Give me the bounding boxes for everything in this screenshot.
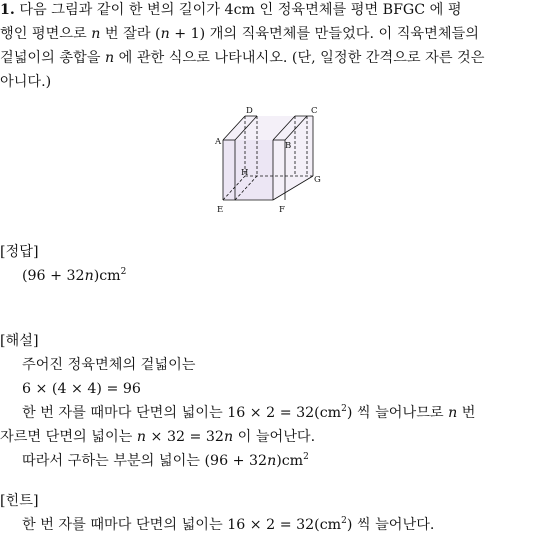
label-d: D bbox=[246, 106, 253, 116]
var-n: n bbox=[160, 26, 170, 42]
explanation-text-5a: 따라서 구하는 부분의 넓이는 (96 + 32 bbox=[22, 453, 268, 469]
var-n: n bbox=[104, 50, 115, 66]
problem-text-2a: 행인 평면으로 bbox=[0, 26, 92, 42]
superscript: 2 bbox=[303, 452, 309, 462]
explanation-heading: [해설] bbox=[0, 333, 39, 349]
hint-text-1b: ) 씩 늘어난다. bbox=[346, 517, 435, 533]
hint-line-1 bbox=[22, 515, 434, 535]
label-e: E bbox=[217, 205, 224, 215]
explanation-text-3b: ) 씩 늘어나므로 bbox=[346, 405, 449, 421]
explanation-line-4 bbox=[0, 427, 315, 447]
answer-expr-a: (96 + 32 bbox=[22, 268, 85, 284]
var-n: n bbox=[91, 26, 101, 42]
problem-line-1 bbox=[0, 0, 462, 20]
label-h: H bbox=[241, 168, 249, 178]
problem-text-4: 아니다.) bbox=[0, 74, 52, 90]
problem-text-1: 다음 그림과 같이 한 변의 길이가 4cm 인 정육면체를 평면 BFGC 에 평 bbox=[19, 2, 462, 18]
problem-text-2c: + 1) 개의 직육면체를 만들었다. 이 직육면체들의 bbox=[169, 26, 479, 42]
hint-text-1a: 한 번 자를 때마다 단면의 넓이는 16 × 2 = 32(cm bbox=[22, 517, 342, 533]
explanation-line-1: 주어진 정육면체의 겉넓이는 bbox=[22, 357, 196, 373]
problem-line-3 bbox=[0, 48, 484, 68]
explanation-line-5 bbox=[22, 451, 309, 471]
superscript: 2 bbox=[120, 267, 127, 277]
explanation-text-3a: 한 번 자를 때마다 단면의 넓이는 16 × 2 = 32(cm bbox=[22, 405, 342, 421]
explanation-text-4b: × 32 = 32 bbox=[146, 429, 224, 445]
var-n: n bbox=[448, 405, 458, 421]
explanation-text-3c: 번 bbox=[457, 405, 476, 421]
problem-text-2b: 번 잘라 ( bbox=[100, 26, 161, 42]
problem-line-2 bbox=[0, 24, 479, 44]
problem-line-4 bbox=[0, 72, 51, 92]
var-n: n bbox=[223, 429, 234, 445]
explanation-line-3 bbox=[22, 403, 476, 423]
explanation-text-4a: 자르면 단면의 넓이는 bbox=[0, 429, 137, 445]
superscript: 2 bbox=[341, 516, 347, 526]
problem-text-3b: 에 관한 식으로 나타내시오. (단, 일정한 간격으로 자른 것은 bbox=[114, 50, 485, 66]
label-g: G bbox=[314, 175, 321, 185]
label-c: C bbox=[311, 106, 318, 116]
label-a: A bbox=[215, 137, 222, 147]
label-b: B bbox=[285, 141, 292, 151]
answer-expr-b: )cm bbox=[93, 268, 121, 284]
superscript: 2 bbox=[341, 404, 347, 414]
explanation-text-5b: )cm bbox=[276, 453, 304, 469]
answer-expression bbox=[22, 266, 126, 286]
var-n: n bbox=[136, 429, 147, 445]
explanation-text-4c: 이 늘어난다. bbox=[233, 429, 316, 445]
problem-number: 1. bbox=[0, 2, 15, 18]
explanation-line-2: 6 × (4 × 4) = 96 bbox=[22, 381, 141, 397]
var-n: n bbox=[267, 453, 277, 469]
var-n: n bbox=[84, 268, 94, 284]
problem-text-3a: 겉넓이의 총합을 bbox=[0, 50, 105, 66]
label-f: F bbox=[279, 205, 285, 215]
answer-heading: [정답] bbox=[0, 244, 39, 260]
hint-heading: [힌트] bbox=[0, 493, 39, 509]
cube-figure bbox=[205, 102, 330, 217]
